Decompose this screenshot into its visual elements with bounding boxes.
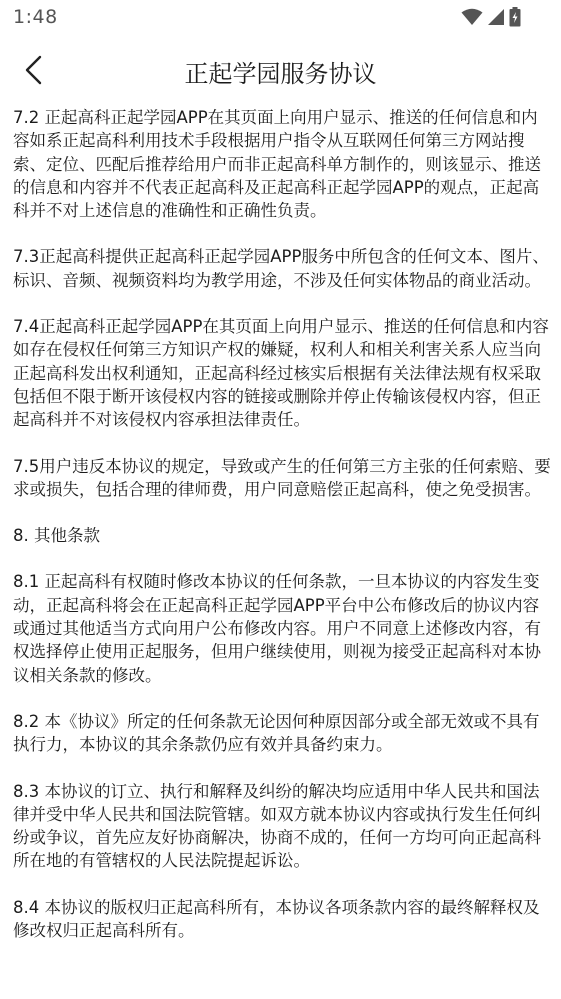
nav-bar: [0, 40, 561, 102]
paragraph-7-4: 7.4正起高科正起学园APP在其页面上向用户显示、推送的任何信息和内容如存在侵权任何第三方知识产权的嫌疑，权利人和相关利害关系人应当向正起高科发出权利通知，正起高科经过核实后根据有关法律法规有权采取包括但不限于断开该侵权内容的链接或删除并停止传输该侵权内容，但正起高科并不对该侵权内容承担法律责任。: [13, 317, 549, 430]
battery-charging-icon: [509, 7, 521, 31]
paragraph-7-3: 7.3正起高科提供正起高科正起学园APP服务中所包含的任何文本、图片、标识、音频、视频资料均为教学用途，不涉及任何实体物品的商业活动。: [13, 247, 549, 290]
status-time: 1:48: [13, 6, 58, 28]
paragraph-8-2: 8.2 本《协议》所定的任何条款无论因何种原因部分或全部无效或不具有执行力，本协议的其余条款仍应有效并具备约束力。: [13, 711, 540, 755]
agreement-content: [13, 106, 553, 965]
section-heading-8: 8. 其他条款: [13, 526, 100, 546]
paragraph-7-2: 7.2 正起高科正起学园APP在其页面上向用户显示、推送的任何信息和内容如系正起高科利用技术手段根据用户指令从互联网任何第三方网站搜索、定位、匹配后推荐给用户而非正起高科单方制作的，则该显示、推送的信息和内容并不代表正起高科及正起高科正起学园APP的观点，正起高科并不对上述信息的准确性和正确性负责。: [13, 108, 541, 221]
status-icons: [461, 8, 521, 30]
paragraph-8-3: 8.3 本协议的订立、执行和解释及纠纷的解决均应适用中华人民共和国法律并受中华人民共和国法院管辖。如双方就本协议内容或执行发生任何纠纷或争议，首先应友好协商解决，协商不成的，任何一方均可向正起高科所在地的有管辖权的人民法院提起诉讼。: [13, 781, 541, 871]
wifi-icon: [461, 8, 483, 30]
status-bar: [0, 0, 561, 38]
page-title: 正起学园服务协议: [184, 60, 377, 88]
paragraph-8-4: 8.4 本协议的版权归正起高科所有，本协议各项条款内容的最终解释权及修改权归正起高科所有。: [13, 897, 540, 941]
cellular-signal-icon: [487, 8, 505, 30]
paragraph-8-1: 8.1 正起高科有权随时修改本协议的任何条款，一旦本协议的内容发生变动，正起高科将会在正起高科正起学园APP平台中公布修改后的协议内容或通过其他适当方式向用户公布修改内容。用户不同意上述修改内容，有权选择停止使用正起服务，但用户继续使用，则视为接受正起高科对本协议相关条款的修改。: [13, 572, 541, 685]
paragraph-7-5: 7.5用户违反本协议的规定，导致或产生的任何第三方主张的任何索赔、要求或损失，包括合理的律师费，用户同意赔偿正起高科，使之免受损害。: [13, 456, 551, 499]
